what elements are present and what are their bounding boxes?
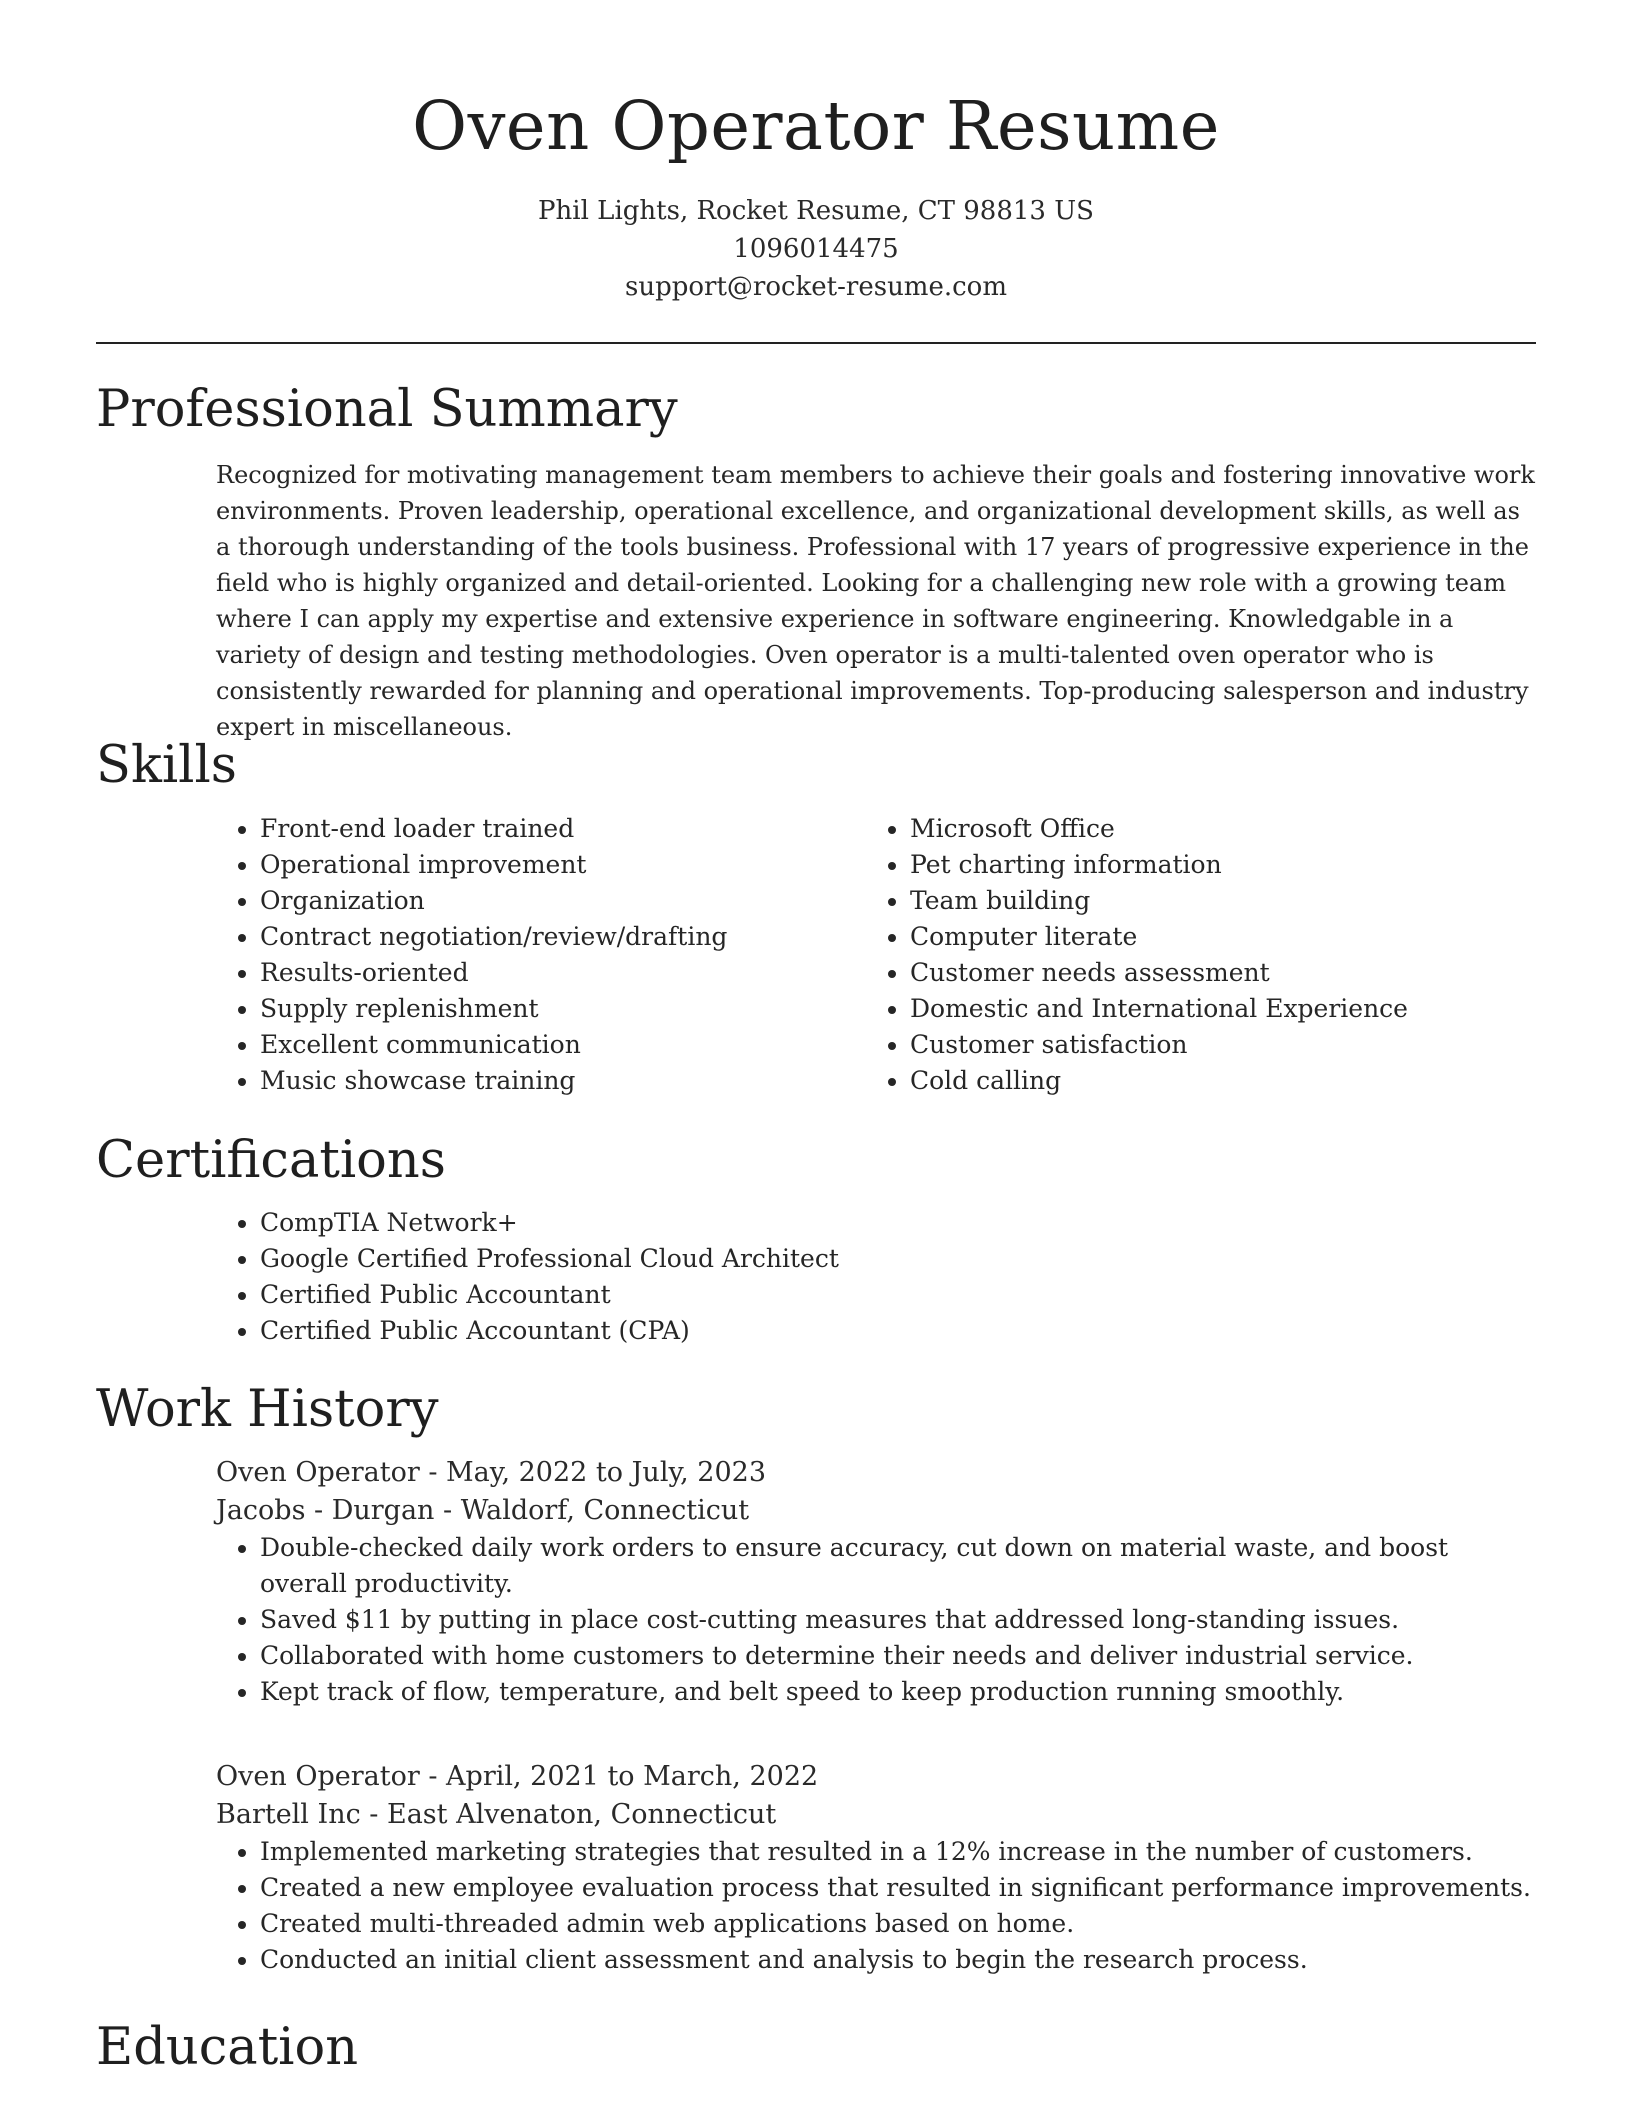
certifications-block	[216, 1205, 1416, 1349]
job-company-location: Bartell Inc - East Alvenaton, Connecticut	[216, 1799, 777, 1830]
skill-item: • Customer needs assessment	[910, 955, 1506, 991]
skill-item: • Supply replenishment	[260, 991, 856, 1027]
skills-column-left	[216, 811, 856, 1099]
job-bullets	[216, 1834, 1536, 1978]
summary-heading: Professional Summary	[96, 380, 678, 439]
certification-item: • CompTIA Network+	[260, 1205, 1416, 1241]
job-title-dates: Oven Operator - May, 2022 to July, 2023	[216, 1457, 766, 1488]
skills-column-right	[866, 811, 1506, 1099]
certification-item: • Google Certified Professional Cloud Architect	[260, 1241, 1416, 1277]
skill-item: • Domestic and International Experience	[910, 991, 1506, 1027]
skills-list-left	[216, 811, 856, 1099]
skill-item: • Music showcase training	[260, 1063, 856, 1099]
skill-item: • Team building	[910, 883, 1506, 919]
job-bullet: • Kept track of flow, temperature, and belt speed to keep production running smoothly.	[260, 1674, 1536, 1710]
certifications-heading: Certifications	[96, 1131, 446, 1190]
job-bullets	[216, 1530, 1536, 1710]
summary-paragraph: Recognized for motivating management team members to achieve their goals and fostering innovative work environments. Proven leadership, operational excellence, and organizational development skills, as well as a thorough understanding of the tools business. Professional with 17 years of progressive experience in the field who is highly organized and detail-oriented. Looking for a challenging new role with a growing team where I can apply my expertise and extensive experience in software engineering. Knowledgable in a variety of design and testing methodologies. Oven operator is a multi-talented oven operator who is consistently rewarded for planning and operational improvements. Top-producing salesperson and industry expert in miscellaneous.	[216, 461, 1535, 741]
job-company-location: Jacobs - Durgan - Waldorf, Connecticut	[216, 1495, 750, 1526]
education-heading: Education	[96, 2018, 359, 2077]
skills-heading: Skills	[96, 736, 237, 795]
job-bullet: • Saved $11 by putting in place cost-cutting measures that addressed long-standing issues.	[260, 1602, 1536, 1638]
skill-item: • Computer literate	[910, 919, 1506, 955]
resume-title: Oven Operator Resume	[412, 87, 1220, 165]
job-title-dates: Oven Operator - April, 2021 to March, 2022	[216, 1761, 819, 1792]
job-bullet: • Created a new employee evaluation process that resulted in significant performance improvements.	[260, 1870, 1536, 1906]
skill-item: • Pet charting information	[910, 847, 1506, 883]
skill-item: • Cold calling	[910, 1063, 1506, 1099]
work-entry	[216, 1758, 1536, 1978]
skill-item: • Excellent communication	[260, 1027, 856, 1063]
job-bullet: • Implemented marketing strategies that resulted in a 12% increase in the number of customers.	[260, 1834, 1536, 1870]
skill-item: • Organization	[260, 883, 856, 919]
skill-item: • Operational improvement	[260, 847, 856, 883]
work-entry	[216, 1454, 1536, 1710]
job-bullet: • Collaborated with home customers to determine their needs and deliver industrial service.	[260, 1638, 1536, 1674]
certification-item: • Certified Public Accountant	[260, 1277, 1416, 1313]
contact-address: Phil Lights, Rocket Resume, CT 98813 US	[538, 196, 1094, 226]
skill-item: • Customer satisfaction	[910, 1027, 1506, 1063]
job-bullet: • Conducted an initial client assessment and analysis to begin the research process.	[260, 1942, 1536, 1978]
skill-item: • Results-oriented	[260, 955, 856, 991]
certifications-list	[216, 1205, 1416, 1349]
job-bullet: • Created multi-threaded admin web applications based on home.	[260, 1906, 1536, 1942]
work-history-heading: Work History	[96, 1380, 439, 1439]
certification-item: • Certified Public Accountant (CPA)	[260, 1313, 1416, 1349]
contact-email: support@rocket-resume.com	[624, 272, 1007, 302]
header-divider	[96, 342, 1536, 344]
skill-item: • Front-end loader trained	[260, 811, 856, 847]
skill-item: • Contract negotiation/review/drafting	[260, 919, 856, 955]
contact-phone: 1096014475	[733, 234, 899, 264]
skill-item: • Microsoft Office	[910, 811, 1506, 847]
resume-header	[96, 84, 1536, 306]
job-bullet: • Double-checked daily work orders to ensure accuracy, cut down on material waste, and boost overall productivity.	[260, 1530, 1536, 1602]
contact-block	[96, 192, 1536, 306]
skills-list-right	[866, 811, 1506, 1099]
